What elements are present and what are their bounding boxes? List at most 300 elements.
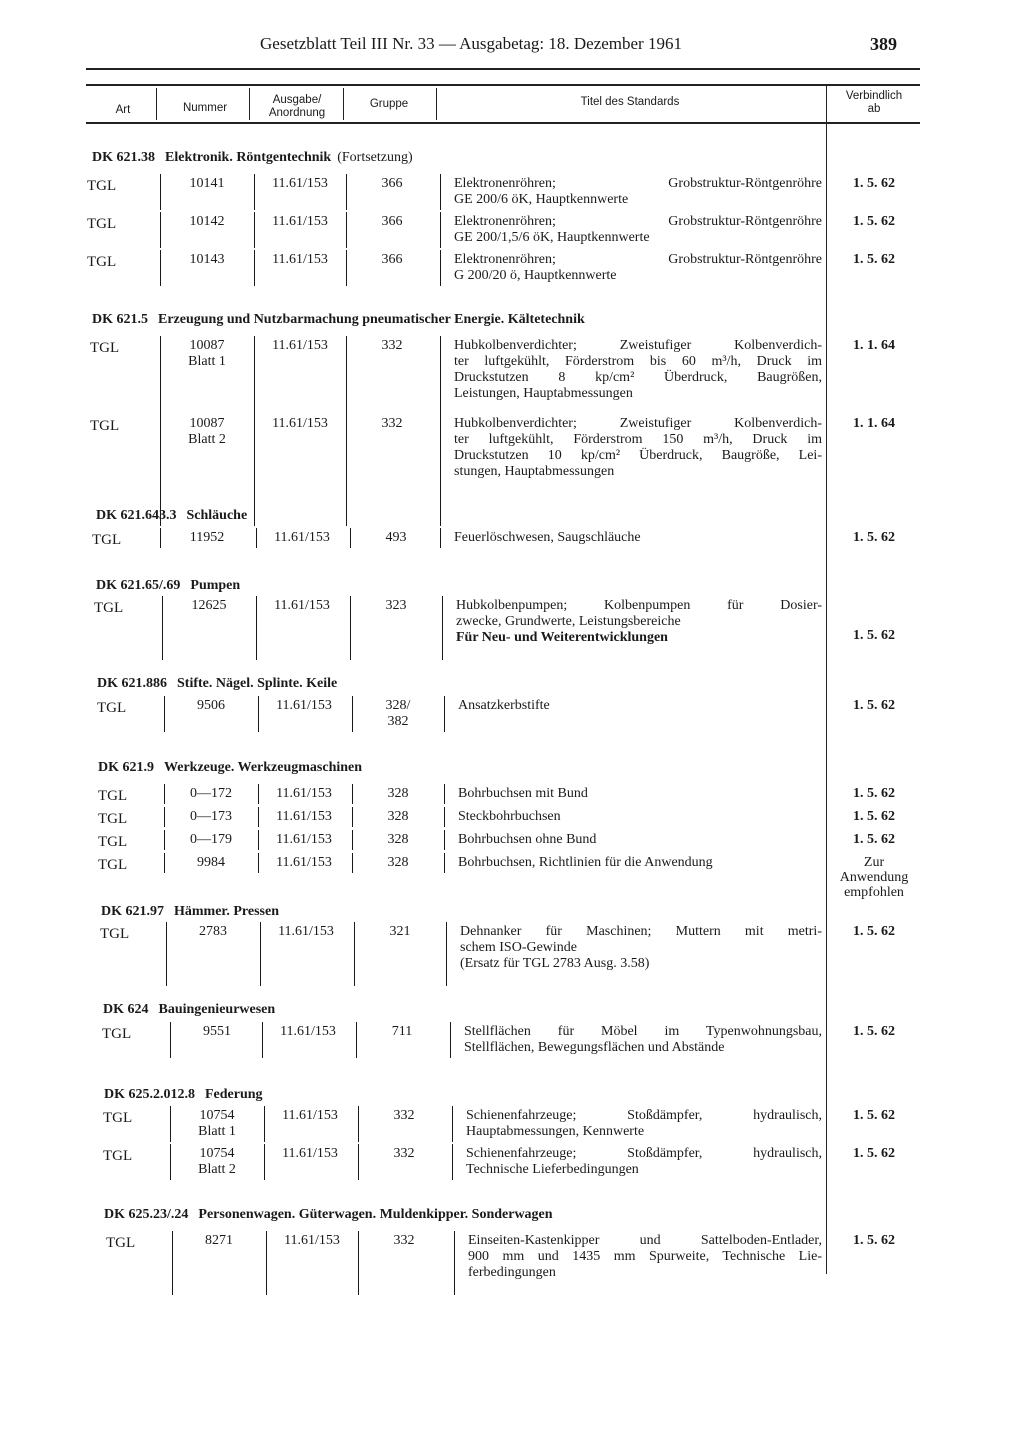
gruppe-line: 382 [387,714,409,729]
column-separator [444,784,445,804]
verbindlich-cell [828,176,920,191]
ausgabe-cell [262,598,342,614]
titel-line: Technische Lieferbedingungen [466,1162,639,1177]
gruppe-cell [356,530,436,546]
titel-line: stungen, Hauptabmessungen [454,464,615,479]
titel-line: Hauptabmessungen, Kennwerte [466,1124,645,1139]
col-divider [343,88,344,120]
nummer-line: 8271 [205,1233,233,1248]
verbindlich-line: Zur [863,855,885,870]
titel-line: Hubkolbenverdichter; Zweistufiger Kolbenverdich- [454,338,822,353]
titel-line: Bohrbuchsen mit Bund [458,786,588,801]
verbindlich-cell [828,855,920,900]
nummer-cell [168,530,246,546]
gruppe-cell [358,832,438,848]
gruppe-line: 328 [387,786,409,801]
section-heading [92,150,413,166]
verbindlich-line: Anwendung [839,870,909,885]
verbindlich-cell [828,1024,920,1039]
nummer-cell [174,924,252,940]
dk-number: DK 621.38 [92,150,155,165]
section-heading [104,1207,553,1223]
column-separator [446,922,447,986]
header-title: Gesetzblatt Teil III Nr. 33 — Ausgabetag: 18. Dezember 1961 [260,34,682,53]
ausgabe-cell [268,1024,348,1040]
section-title: Erzeugung und Nutzbarmachung pneumatischer Energie. Kältetechnik [158,312,585,327]
section-title: Stifte. Nägel. Splinte. Keile [177,676,338,691]
column-separator [358,1106,359,1142]
gruppe-cell [358,809,438,825]
column-separator [170,1106,171,1142]
column-separator [164,696,165,732]
nummer-line: Blatt 2 [188,432,226,447]
column-separator [162,596,163,660]
titel-cell [466,1108,822,1140]
verbindlich-cell [828,530,920,545]
art-cell: TGL [98,857,128,873]
gruppe-line: 328 [387,832,409,847]
column-separator [442,596,443,660]
gruppe-cell [352,176,432,192]
column-separator [440,174,441,210]
nummer-line: 10142 [189,214,225,229]
titel-line: Steckbohrbuchsen [458,809,561,824]
column-separator [440,250,441,286]
gruppe-cell [360,924,440,940]
col-header-gruppe: Gruppe [369,98,409,110]
ausgabe-cell [272,1233,352,1249]
ausgabe-cell [260,214,340,230]
ausgabe-line: 11.61/153 [276,698,332,713]
ausgabe-cell [264,786,344,802]
titel-cell [458,855,822,871]
nummer-line: 12625 [191,598,227,613]
verbindlich-line: 1. 5. 62 [853,809,895,824]
dk-number: DK 621.97 [101,904,164,919]
titel-line: Elektronenröhren; Grobstruktur-Röntgenröhre [454,214,822,229]
titel-line: Stellflächen für Möbel im Typenwohnungsbau, [464,1024,822,1039]
nummer-cell [172,786,250,802]
column-separator [444,807,445,827]
gruppe-cell [352,214,432,230]
titel-cell [454,176,822,208]
titel-cell [456,598,822,646]
section-heading [101,904,279,920]
column-separator [254,212,255,248]
titel-cell [458,786,822,802]
dk-number: DK 625.23/.24 [104,1207,189,1222]
gruppe-line: 332 [381,416,403,431]
art-cell: TGL [98,811,128,827]
column-separator [452,1144,453,1180]
verbindlich-line: 1. 5. 62 [853,924,895,939]
column-separator [440,212,441,248]
gruppe-line: 332 [393,1108,415,1123]
section-heading [104,1087,263,1103]
column-separator [258,784,259,804]
column-separator [350,528,351,548]
ausgabe-line: 11.61/153 [278,924,334,939]
dk-number: DK 621.5 [92,312,148,327]
nummer-line: 10754 [199,1108,235,1123]
verbindlich-line: 1. 5. 62 [853,698,895,713]
section-heading [92,312,585,328]
header-rule-top [86,84,920,86]
nummer-cell [172,832,250,848]
gruppe-line: 366 [381,252,403,267]
titel-line: Elektronenröhren; Grobstruktur-Röntgenröhre [454,176,822,191]
ausgabe-line: 11.61/153 [280,1024,336,1039]
verbindlich-cell [828,809,920,824]
nummer-cell [170,598,248,614]
column-separator [352,830,353,850]
page-number: 389 [870,34,897,54]
section-suffix: (Fortsetzung) [337,150,413,165]
section-title: Federung [205,1087,263,1102]
titel-cell [460,924,822,972]
ausgabe-line: 11.61/153 [284,1233,340,1248]
art-cell: TGL [97,700,127,716]
nummer-cell [168,416,246,448]
art-cell: TGL [98,834,128,850]
art-cell: TGL [87,216,117,232]
gruppe-cell [356,598,436,614]
section-title: Schläuche [186,508,248,523]
nummer-line: 0—179 [190,832,232,847]
verbindlich-cell [828,1233,920,1248]
ausgabe-cell [260,416,340,432]
nummer-cell [168,214,246,230]
nummer-line: 10087 [189,416,225,431]
column-separator [444,853,445,873]
column-separator [352,696,353,732]
titel-line: 900 mm und 1435 mm Spurweite, Technische Lie- [468,1249,822,1264]
ausgabe-cell [264,855,344,871]
nummer-line: 9984 [197,855,225,870]
art-cell: TGL [103,1148,133,1164]
titel-cell [454,214,822,246]
verbindlich-cell [828,214,920,229]
ausgabe-cell [260,252,340,268]
column-separator [258,807,259,827]
gruppe-line: 332 [381,338,403,353]
titel-line: Leistungen, Hauptabmessungen [454,386,633,401]
col-header-titel: Titel des Standards [580,96,680,108]
column-separator [164,807,165,827]
verbindlich-line [828,598,920,613]
verbindlich-line: 1. 5. 62 [853,214,895,229]
nummer-cell [168,176,246,192]
ausgabe-cell [270,1108,350,1124]
verbindlich-line: 1. 5. 62 [853,176,895,191]
verbindlich-cell [828,416,920,431]
section-title: Bauingenieurwesen [158,1002,276,1017]
titel-line: schem ISO-Gewinde [460,940,578,955]
verbindlich-line: 1. 1. 64 [853,416,895,431]
column-separator [160,174,161,210]
titel-line: Einseiten-Kastenkipper und Sattelboden-Entlader, [468,1233,822,1248]
ausgabe-line: 11.61/153 [272,176,328,191]
titel-line: Bohrbuchsen, Richtlinien für die Anwendung [458,855,713,870]
art-cell: TGL [103,1110,133,1126]
section-title: Personenwagen. Güterwagen. Muldenkipper. Sonderwagen [198,1207,553,1222]
titel-line: Feuerlöschwesen, Saugschläuche [454,530,641,545]
verbindlich-line: 1. 5. 62 [853,1024,895,1039]
section-title: Hämmer. Pressen [174,904,279,919]
verbindlich-line: 1. 5. 62 [853,252,895,267]
titel-line: Stellflächen, Bewegungsflächen und Abstände [464,1040,725,1055]
titel-line: Für Neu- und Weiterentwicklungen [456,630,668,645]
titel-line: Schienenfahrzeuge; Stoßdämpfer, hydraulisch, [466,1108,822,1123]
gruppe-cell [362,1024,442,1040]
titel-cell [466,1146,822,1178]
ausgabe-cell [260,176,340,192]
verbindlich-cell [828,338,920,353]
column-separator [170,1022,171,1058]
column-separator [358,1144,359,1180]
titel-line: Hubkolbenpumpen; Kolbenpumpen für Dosier- [456,598,822,613]
column-separator [258,696,259,732]
titel-line: (Ersatz für TGL 2783 Ausg. 3.58) [460,956,650,971]
gruppe-cell [358,855,438,871]
ausgabe-line: 11.61/153 [276,832,332,847]
section-title: Werkzeuge. Werkzeugmaschinen [164,760,363,775]
column-separator [440,414,441,526]
nummer-line: 9551 [203,1024,231,1039]
verbindlich-cell [828,598,920,643]
verbindlich-column-rule [826,84,827,1274]
nummer-cell [180,1233,258,1249]
dk-number: DK 625.2.012.8 [104,1087,195,1102]
nummer-line: 10141 [189,176,225,191]
verbindlich-line: empfohlen [844,885,904,900]
nummer-line: 10087 [189,338,225,353]
column-separator [164,853,165,873]
nummer-line: 11952 [189,530,225,545]
ausgabe-line: 11.61/153 [272,252,328,267]
header-rule-bottom [86,122,920,124]
gruppe-line: 328/ [385,698,411,713]
ausgabe-line: 11.61/153 [276,855,332,870]
ausgabe-line: 11.61/153 [276,809,332,824]
verbindlich-cell [828,786,920,801]
column-separator [346,414,347,526]
nummer-line: 0—172 [190,786,232,801]
titel-cell [468,1233,822,1281]
verbindlich-line: 1. 1. 64 [853,338,895,353]
nummer-cell [172,855,250,871]
col-header-ausgabe: Ausgabe/ Anordnung [268,94,326,119]
column-separator [358,1231,359,1295]
column-separator [444,696,445,732]
titel-line: Ansatzkerbstifte [458,698,550,713]
ausgabe-line: 11.61/153 [272,214,328,229]
dk-number: DK 621.65/.69 [96,578,181,593]
titel-line: ter luftgekühlt, Förderstrom bis 60 m³/h, Druck im [454,354,822,369]
verbindlich-cell [828,252,920,267]
nummer-line: Blatt 1 [188,354,226,369]
column-separator [160,212,161,248]
column-separator [452,1106,453,1142]
nummer-line: 10143 [189,252,225,267]
art-cell: TGL [106,1235,136,1251]
column-separator [350,596,351,660]
nummer-cell [178,1108,256,1140]
column-separator [454,1231,455,1295]
art-cell: TGL [87,254,117,270]
dk-number: DK 621.9 [98,760,154,775]
column-separator [164,784,165,804]
column-separator [254,414,255,526]
titel-cell [458,832,822,848]
nummer-cell [172,698,250,714]
column-separator [256,596,257,660]
col-divider [156,88,157,120]
ausgabe-line: 11.61/153 [282,1146,338,1161]
verbindlich-line: 1. 5. 62 [853,1146,895,1161]
verbindlich-line: 1. 5. 62 [853,530,895,545]
gruppe-line: 328 [387,855,409,870]
titel-line: G 200/20 ö, Hauptkennwerte [454,268,617,283]
nummer-cell [172,809,250,825]
ausgabe-cell [264,832,344,848]
section-title: Pumpen [190,578,241,593]
section-heading [98,760,362,776]
column-separator [444,830,445,850]
titel-line: GE 200/1,5/6 öK, Hauptkennwerte [454,230,650,245]
titel-line: Druckstutzen 8 kp/cm² Überdruck, Baugrößen, [454,370,822,385]
column-separator [260,922,261,986]
column-separator [356,1022,357,1058]
titel-line: Dehnanker für Maschinen; Muttern mit metri- [460,924,822,939]
titel-cell [454,338,822,402]
verbindlich-cell [828,832,920,847]
column-separator [258,830,259,850]
verbindlich-cell [828,924,920,939]
gruppe-cell [352,416,432,432]
art-cell: TGL [90,418,120,434]
column-separator [352,853,353,873]
column-separator [264,1106,265,1142]
nummer-cell [168,252,246,268]
nummer-cell [168,338,246,370]
art-cell: TGL [100,926,130,942]
ausgabe-line: 11.61/153 [272,416,328,431]
titel-line: GE 200/6 öK, Hauptkennwerte [454,192,629,207]
gruppe-cell [358,786,438,802]
section-heading [97,676,337,692]
gruppe-cell [364,1233,444,1249]
art-cell: TGL [92,532,122,548]
column-separator [254,250,255,286]
column-separator [354,922,355,986]
titel-cell [454,252,822,284]
dk-number: DK 621.886 [97,676,167,691]
art-cell: TGL [94,600,124,616]
titel-cell [454,416,822,480]
ausgabe-cell [270,1146,350,1162]
section-title: Elektronik. Röntgentechnik [165,150,332,165]
column-separator [346,250,347,286]
verbindlich-line: 1. 5. 62 [853,1108,895,1123]
titel-line: Bohrbuchsen ohne Bund [458,832,597,847]
column-separator [256,528,257,548]
titel-cell [454,530,822,546]
gruppe-line: 321 [389,924,411,939]
gruppe-line: 493 [385,530,407,545]
column-separator [264,1144,265,1180]
nummer-line: Blatt 1 [198,1124,236,1139]
section-heading [96,508,247,524]
gruppe-cell [352,338,432,354]
ausgabe-line: 11.61/153 [276,786,332,801]
top-rule [86,68,920,70]
ausgabe-line: 11.61/153 [272,338,328,353]
column-separator [262,1022,263,1058]
ausgabe-line: 11.61/153 [274,598,330,613]
nummer-line: 0—173 [190,809,232,824]
verbindlich-line: 1. 5. 62 [853,832,895,847]
verbindlich-line: 1. 5. 62 [853,628,895,643]
column-separator [352,807,353,827]
titel-cell [458,809,822,825]
nummer-line: 2783 [199,924,227,939]
column-separator [266,1231,267,1295]
ausgabe-cell [264,809,344,825]
section-heading [96,578,240,594]
col-divider [436,88,437,120]
gruppe-line: 328 [387,809,409,824]
titel-line: Druckstutzen 10 kp/cm² Überdruck, Baugröße, Lei- [454,448,822,463]
gruppe-line: 332 [393,1146,415,1161]
column-separator [166,922,167,986]
ausgabe-cell [262,530,342,546]
gruppe-line: 332 [393,1233,415,1248]
gruppe-cell [358,698,438,730]
ausgabe-line: 11.61/153 [274,530,330,545]
column-separator [160,250,161,286]
col-header-nummer: Nummer [182,102,228,114]
column-separator [172,1231,173,1295]
column-separator [440,528,441,548]
gruppe-line: 323 [385,598,407,613]
col-header-art: Art [115,104,131,116]
titel-line: ter luftgekühlt, Förderstrom 150 m³/h, Druck im [454,432,822,447]
titel-line: Schienenfahrzeuge; Stoßdämpfer, hydraulisch, [466,1146,822,1161]
section-heading [103,1002,275,1018]
column-separator [346,174,347,210]
column-separator [346,212,347,248]
verbindlich-line: 1. 5. 62 [853,786,895,801]
titel-line: zwecke, Grundwerte, Leistungsbereiche [456,614,681,629]
nummer-cell [178,1024,256,1040]
ausgabe-line: 11.61/153 [282,1108,338,1123]
art-cell: TGL [102,1026,132,1042]
column-separator [170,1144,171,1180]
nummer-cell [178,1146,256,1178]
column-separator [164,830,165,850]
titel-line: Elektronenröhren; Grobstruktur-Röntgenröhre [454,252,822,267]
nummer-line: Blatt 2 [198,1162,236,1177]
gruppe-line: 366 [381,176,403,191]
titel-cell [464,1024,822,1056]
column-separator [450,1022,451,1058]
gruppe-cell [364,1108,444,1124]
nummer-line: 10754 [199,1146,235,1161]
ausgabe-cell [260,338,340,354]
art-cell: TGL [90,340,120,356]
ausgabe-cell [266,924,346,940]
